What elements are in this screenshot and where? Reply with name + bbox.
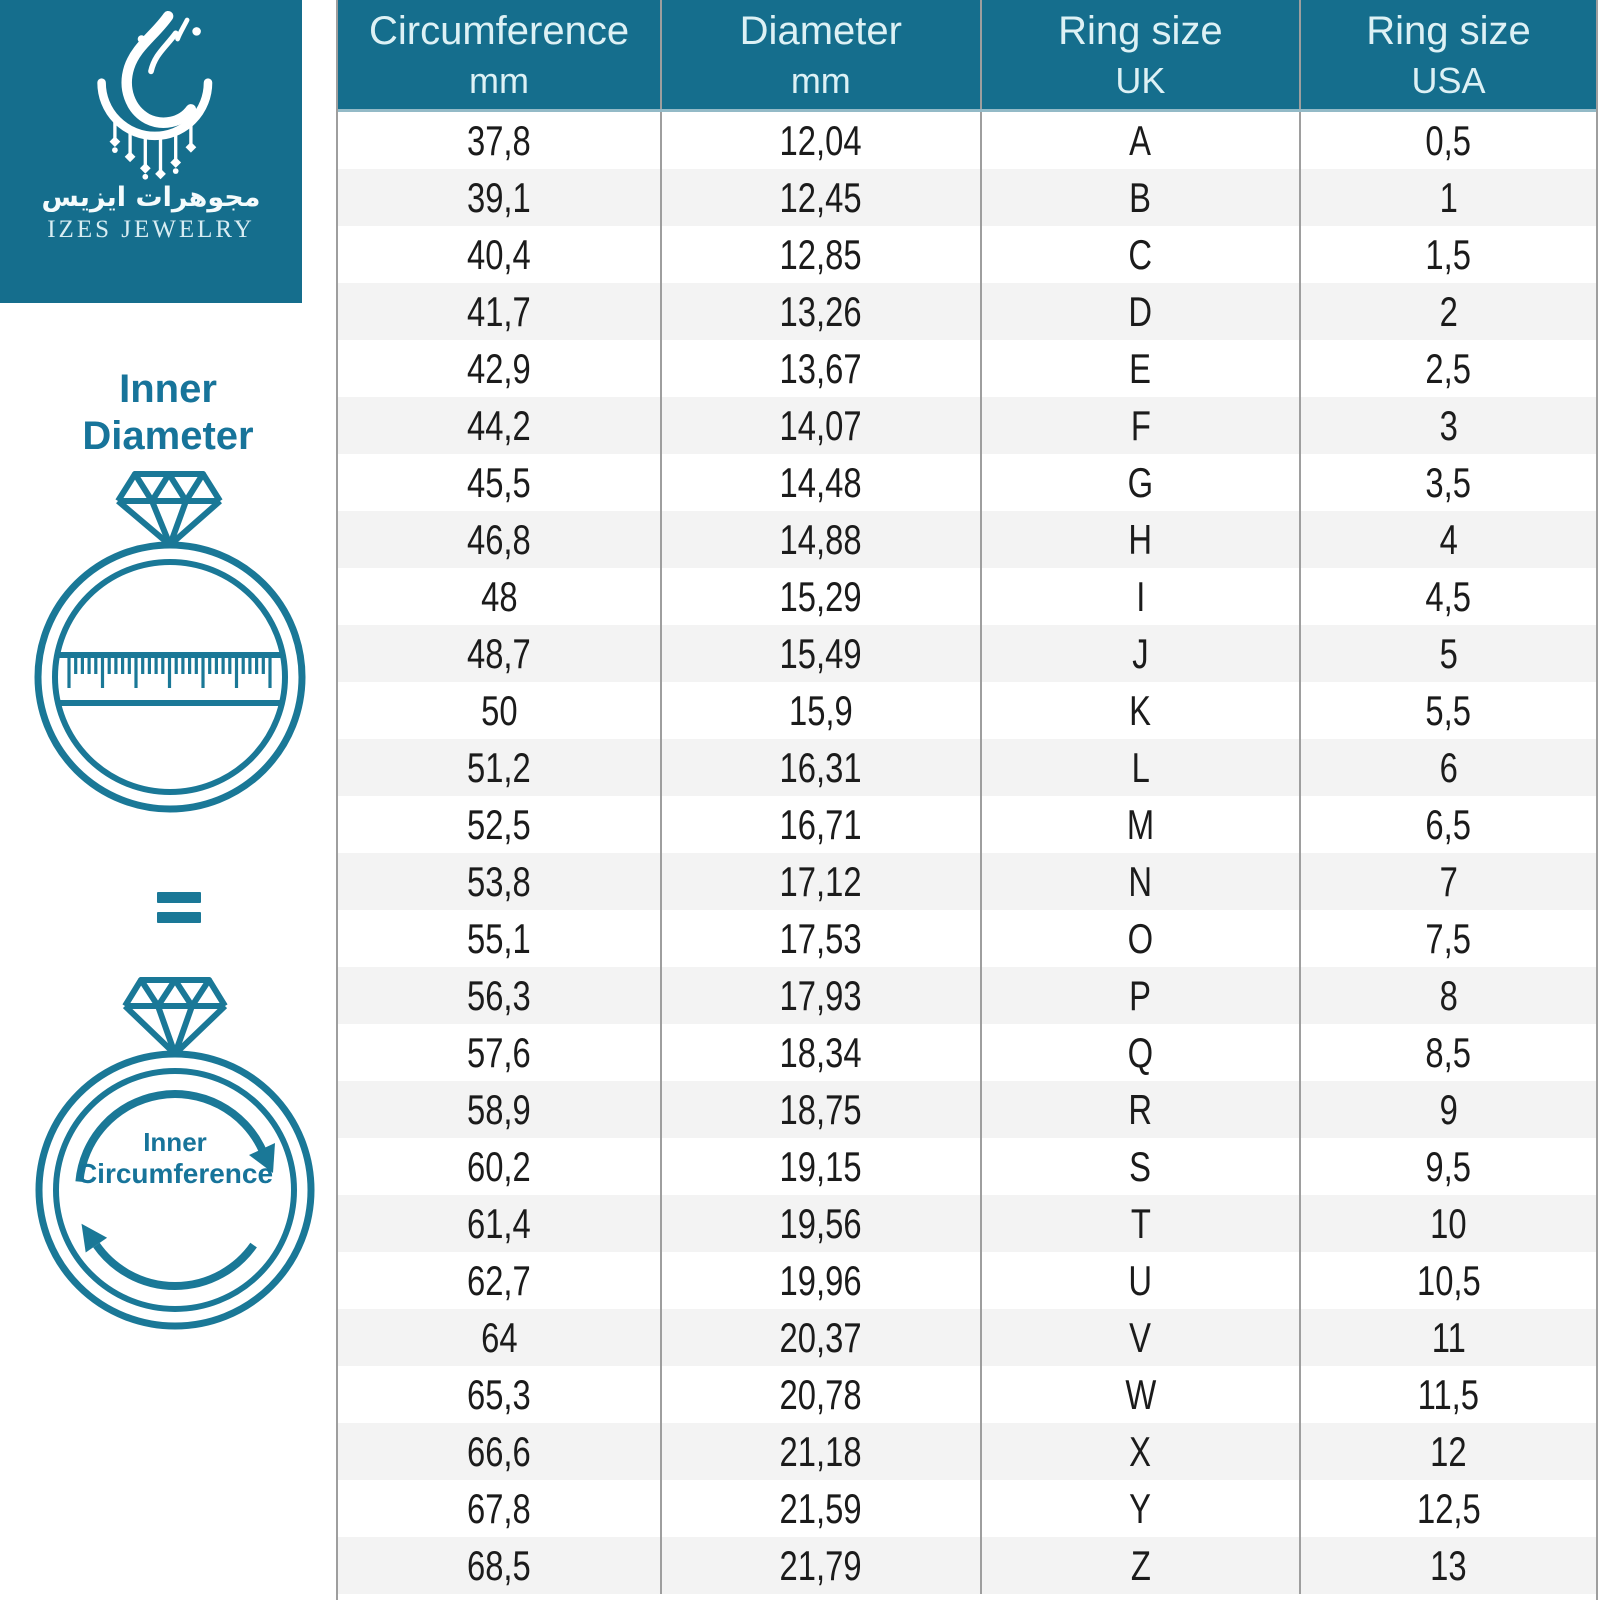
table-cell: 14,88 <box>660 511 980 568</box>
table-cell: 1,5 <box>1299 226 1596 283</box>
table-cell: 13,67 <box>660 340 980 397</box>
brand-logo <box>0 0 302 303</box>
table-cell: 6 <box>1299 739 1596 796</box>
table-cell: 16,71 <box>660 796 980 853</box>
table-cell: 2,5 <box>1299 340 1596 397</box>
table-cell: 16,31 <box>660 739 980 796</box>
table-cell: 9,5 <box>1299 1138 1596 1195</box>
table-cell: K <box>980 682 1300 739</box>
table-row <box>338 796 1596 853</box>
table-row <box>338 1423 1596 1480</box>
brand-name-arabic: مجوهرات ايزيس <box>41 182 261 213</box>
table-cell: 51,2 <box>467 743 531 791</box>
table-row <box>338 739 1596 796</box>
table-cell: 21,59 <box>660 1480 980 1537</box>
table-cell: 67,8 <box>467 1484 531 1532</box>
table-cell: 48 <box>480 572 518 620</box>
table-cell: 18,75 <box>660 1081 980 1138</box>
table-cell: Z <box>980 1537 1300 1594</box>
table-cell: 20,78 <box>660 1366 980 1423</box>
table-cell: 62,7 <box>467 1256 531 1304</box>
table-cell: X <box>980 1423 1300 1480</box>
table-cell: G <box>980 454 1300 511</box>
table-cell: H <box>980 511 1300 568</box>
table-cell: 8 <box>1299 967 1596 1024</box>
table-row <box>338 454 1596 511</box>
table-cell: 11 <box>1299 1309 1596 1366</box>
table-cell: L <box>980 739 1300 796</box>
table-cell: 58,9 <box>467 1085 531 1133</box>
table-cell: 10 <box>1299 1195 1596 1252</box>
table-cell: 4,5 <box>1299 568 1596 625</box>
table-row <box>338 1309 1596 1366</box>
table-cell: V <box>980 1309 1300 1366</box>
table-cell: 19,96 <box>660 1252 980 1309</box>
table-row <box>338 340 1596 397</box>
table-cell: 21,79 <box>660 1537 980 1594</box>
table-cell: T <box>980 1195 1300 1252</box>
table-cell: 7,5 <box>1299 910 1596 967</box>
table-cell: 41,7 <box>467 287 531 335</box>
inner-diameter-line2: Diameter <box>82 414 254 459</box>
table-cell: 65,3 <box>467 1370 531 1418</box>
table-cell: 17,53 <box>660 910 980 967</box>
column-header: Ring size UK <box>980 0 1300 109</box>
inner-circumference-line1: Inner <box>143 1127 207 1157</box>
diamond-ring-ruler-icon <box>33 468 307 816</box>
table-cell: 14,48 <box>660 454 980 511</box>
table-cell: 5,5 <box>1299 682 1596 739</box>
table-cell: 42,9 <box>467 344 531 392</box>
table-cell: 18,34 <box>660 1024 980 1081</box>
table-row <box>338 1138 1596 1195</box>
inner-diameter-label <box>0 366 336 460</box>
table-cell: 13 <box>1299 1537 1596 1594</box>
table-cell: 13,26 <box>660 283 980 340</box>
table-cell: 61,4 <box>467 1199 531 1247</box>
table-row <box>338 1366 1596 1423</box>
table-cell: M <box>980 796 1300 853</box>
table-row <box>338 112 1596 169</box>
inner-diameter-line1: Inner <box>119 367 217 411</box>
table-cell: 14,07 <box>660 397 980 454</box>
table-cell: 48,7 <box>467 629 531 677</box>
table-cell: 8,5 <box>1299 1024 1596 1081</box>
table-cell: 12 <box>1299 1423 1596 1480</box>
table-cell: 15,9 <box>660 682 980 739</box>
table-cell: B <box>980 169 1300 226</box>
table-cell: F <box>980 397 1300 454</box>
table-cell: 53,8 <box>467 857 531 905</box>
table-cell: 12,5 <box>1299 1480 1596 1537</box>
table-cell: 3,5 <box>1299 454 1596 511</box>
table-cell: 11,5 <box>1299 1366 1596 1423</box>
column-header: Ring size USA <box>1299 0 1596 109</box>
table-row <box>338 169 1596 226</box>
table-cell: E <box>980 340 1300 397</box>
table-cell: 12,04 <box>660 112 980 169</box>
table-row <box>338 853 1596 910</box>
table-row <box>338 1480 1596 1537</box>
table-cell: D <box>980 283 1300 340</box>
table-cell: 12,45 <box>660 169 980 226</box>
table-row <box>338 511 1596 568</box>
table-row <box>338 226 1596 283</box>
table-cell: 39,1 <box>467 173 531 221</box>
table-row <box>338 1537 1596 1594</box>
ring-size-conversion-table <box>336 0 1598 1600</box>
table-row <box>338 283 1596 340</box>
table-cell: 57,6 <box>467 1028 531 1076</box>
table-row <box>338 1252 1596 1309</box>
table-cell: U <box>980 1252 1300 1309</box>
inner-circumference-label <box>33 1128 317 1190</box>
table-cell: 44,2 <box>467 401 531 449</box>
table-cell: R <box>980 1081 1300 1138</box>
table-cell: 10,5 <box>1299 1252 1596 1309</box>
table-cell: 12,85 <box>660 226 980 283</box>
table-cell: 66,6 <box>467 1427 531 1475</box>
table-cell: 3 <box>1299 397 1596 454</box>
table-cell: O <box>980 910 1300 967</box>
table-cell: 6,5 <box>1299 796 1596 853</box>
table-cell: W <box>980 1366 1300 1423</box>
table-cell: 20,37 <box>660 1309 980 1366</box>
table-row <box>338 625 1596 682</box>
table-cell: P <box>980 967 1300 1024</box>
table-cell: Q <box>980 1024 1300 1081</box>
table-cell: 40,4 <box>467 230 531 278</box>
table-cell: 60,2 <box>467 1142 531 1190</box>
table-cell: C <box>980 226 1300 283</box>
table-cell: 46,8 <box>467 515 531 563</box>
table-cell: Y <box>980 1480 1300 1537</box>
table-cell: 15,29 <box>660 568 980 625</box>
table-cell: A <box>980 112 1300 169</box>
table-header <box>338 0 1596 112</box>
table-row <box>338 1024 1596 1081</box>
table-cell: 21,18 <box>660 1423 980 1480</box>
table-row <box>338 568 1596 625</box>
table-cell: 45,5 <box>467 458 531 506</box>
table-row <box>338 682 1596 739</box>
table-cell: 56,3 <box>467 971 531 1019</box>
column-header: Diameter mm <box>660 0 980 109</box>
table-row <box>338 910 1596 967</box>
table-cell: 52,5 <box>467 800 531 848</box>
table-cell: 7 <box>1299 853 1596 910</box>
table-cell: 37,8 <box>467 116 531 164</box>
table-cell: 17,12 <box>660 853 980 910</box>
equals-icon <box>157 892 201 923</box>
column-header: Circumference mm <box>368 8 630 101</box>
brand-name-latin: IZES JEWELRY <box>47 216 255 244</box>
table-cell: 19,15 <box>660 1138 980 1195</box>
table-cell: 50 <box>480 686 518 734</box>
table-cell: I <box>980 568 1300 625</box>
table-cell: 17,93 <box>660 967 980 1024</box>
table-cell: S <box>980 1138 1300 1195</box>
table-cell: J <box>980 625 1300 682</box>
table-body <box>338 112 1596 1594</box>
table-row <box>338 397 1596 454</box>
table-cell: 15,49 <box>660 625 980 682</box>
inner-circumference-line2: Circumference <box>76 1157 274 1189</box>
table-cell: 2 <box>1299 283 1596 340</box>
table-cell: 4 <box>1299 511 1596 568</box>
table-cell: 55,1 <box>467 914 531 962</box>
table-row <box>338 967 1596 1024</box>
table-cell: 64 <box>480 1313 518 1361</box>
table-cell: 0,5 <box>1299 112 1596 169</box>
table-cell: 9 <box>1299 1081 1596 1138</box>
table-cell: N <box>980 853 1300 910</box>
table-cell: 68,5 <box>467 1541 531 1589</box>
table-cell: 19,56 <box>660 1195 980 1252</box>
table-row <box>338 1081 1596 1138</box>
table-row <box>338 1195 1596 1252</box>
brand-calligraphy-icon <box>56 10 246 182</box>
table-cell: 1 <box>1299 169 1596 226</box>
table-cell: 5 <box>1299 625 1596 682</box>
